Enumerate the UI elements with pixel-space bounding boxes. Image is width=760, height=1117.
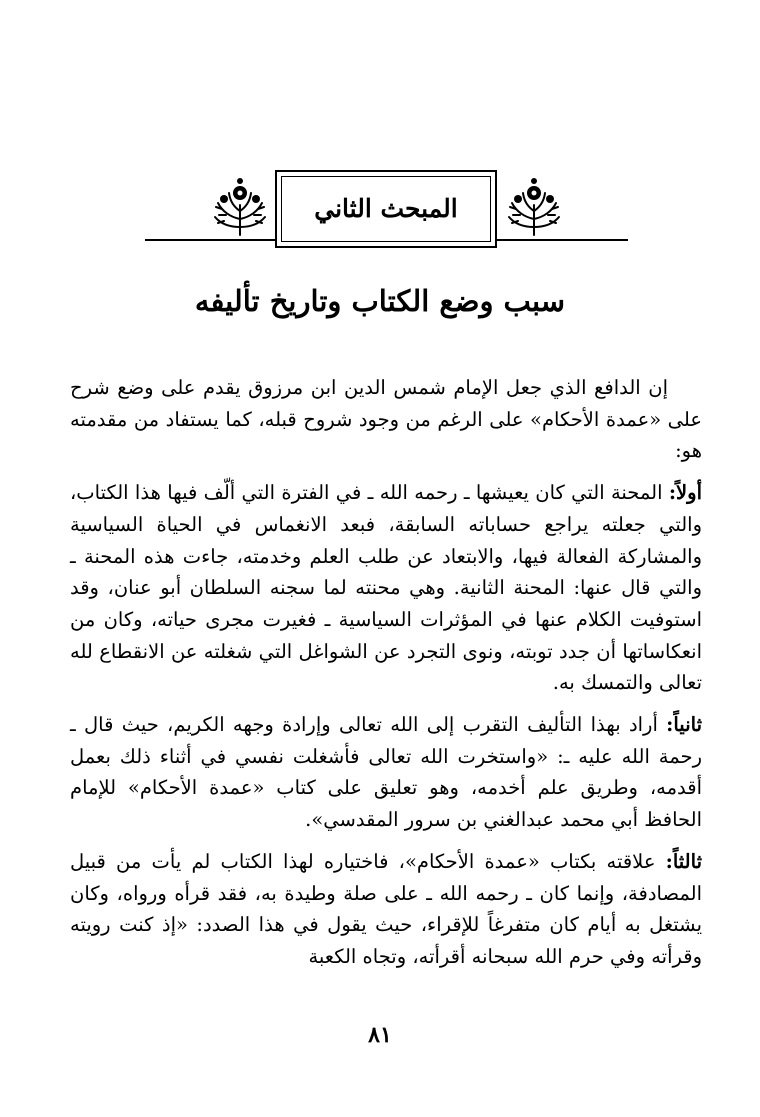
first-reason-label: أولاً: (668, 481, 702, 505)
chapter-heading: سبب وضع الكتاب وتاريخ تأليفه (194, 284, 566, 318)
floral-ornament-icon (506, 175, 562, 237)
intro-paragraph: إن الدافع الذي جعل الإمام شمس الدين ابن مرزوق يقدم على وضع شرح على «عمدة الأحكام» على الرغم من وجود شروح قبله، كما يستفاد من مقدمته هو: (70, 376, 702, 463)
section-title: المبحث الثاني (314, 194, 458, 223)
first-reason-paragraph (70, 477, 702, 699)
body-text (70, 372, 702, 973)
page-number: ٨١ (368, 1022, 392, 1048)
floral-ornament-icon (212, 175, 268, 237)
third-reason-paragraph (70, 846, 702, 973)
second-reason-text: أراد بهذا التأليف التقرب إلى الله تعالى وإرادة وجهه الكريم، حيث قال ـ رحمة الله عليه ـ: «واستخرت الله تعالى فأشغلت نفسي في أثناء ذلك بعمل أقدمه، وطريق علم أخدمه، وهو تعليق على كتاب «عمدة الأحكام» للإمام الحافظ أبي محمد عبدالغني بن سرور المقدسي». (70, 713, 702, 832)
third-reason-label: ثالثاً: (665, 849, 702, 873)
second-reason-paragraph (70, 709, 702, 836)
third-reason-text: علاقته بكتاب «عمدة الأحكام»، فاختياره لهذا الكتاب لم يأت من قبيل المصادفة، وإنما كان ـ رحمه الله ـ على صلة وطيدة به، فقد قرأه ورواه، وكان يشتغل به أيام كان متفرغاً للإقراء، حيث يقول في هذا الصدد: «إذ كنت رويته وقرأته وفي حرم الله سبحانه أقرأته، وتجاه الكعبة (70, 849, 702, 968)
first-reason-text: المحنة التي كان يعيشها ـ رحمه الله ـ في الفترة التي ألّف فيها هذا الكتاب، والتي جعلته يراجع حساباته السابقة، فبعد الانغماس في الحياة السياسية والمشاركة الفعالة فيها، والابتعاد عن طلب العلم وخدمته، جاءت هذه المحنة ـ والتي قال عنها: المحنة الثانية. وهي محنته لما سجنه السلطان أبو عنان، وقد استوفيت الكلام عنها في المؤثرات السياسية ـ فغيرت مجرى حياته، وكان من انعكاساتها أن جدد توبته، ونوى التجرد عن الشواغل التي شغلته عن الانقطاع لله تعالى والتمسك به. (70, 481, 702, 695)
second-reason-label: ثانياً: (666, 713, 702, 737)
